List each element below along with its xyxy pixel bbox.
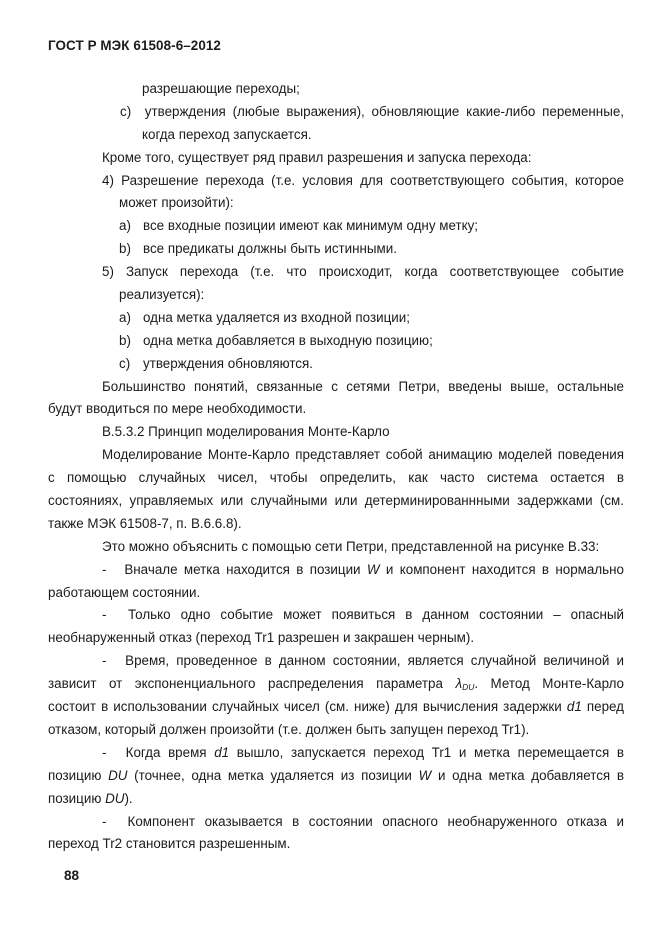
section-heading: B.5.3.2 Принцип моделирования Монте-Карло <box>102 424 390 440</box>
list-item-c: c) утверждения (любые выражения), обновляющие какие-либо переменные, <box>120 103 624 119</box>
text-line: когда переход запускается. <box>142 126 312 142</box>
paragraph-line: зависит от экспоненциального распределения параметра $\lambda_{DU}$. Метод Монте-Карло <box>48 676 624 693</box>
list-item-a: a) одна метка удаляется из входной позиции; <box>119 309 410 325</box>
paragraph-line: также МЭК 61508-7, п. B.6.6.8). <box>48 515 242 531</box>
list-item-b: b) одна метка добавляется в выходную позицию; <box>119 332 433 348</box>
paragraph-line: Большинство понятий, связанные с сетями Петри, введены выше, остальные <box>102 378 624 394</box>
paragraph-line: отказом, который должен произойти (т.е. должен быть запущен переход Tr1). <box>48 721 530 737</box>
rule-4-line: 4) Разрешение перехода (т.е. условия для соответствующего события, которое <box>102 172 624 188</box>
paragraph-line: работающем состоянии. <box>48 584 201 600</box>
lambda-du: $\lambda_{DU}$ <box>455 676 475 693</box>
dash-item-line: - Вначале метка находится в позиции W и компонент находится в нормально <box>102 561 624 577</box>
page-body <box>48 78 624 856</box>
rule-5-line: 5) Запуск перехода (т.е. что происходит, когда соответствующее событие <box>102 264 624 280</box>
list-item-c: c) утверждения обновляются. <box>119 355 313 371</box>
page-number: 88 <box>64 868 80 883</box>
list-item-a: a) все входные позиции имеют как минимум одну метку; <box>119 218 479 234</box>
text-line: разрешающие переходы; <box>142 81 300 96</box>
dash-item-line: - Время, проведенное в данном состоянии, является случайной величиной и <box>102 653 624 669</box>
paragraph-line: позицию DU). <box>48 790 133 806</box>
text-line: может произойти): <box>119 195 234 211</box>
paragraph-line: Это можно объяснить с помощью сети Петри, представленной на рисунке B.33: <box>102 538 600 554</box>
dash-item-line: - Компонент оказывается в состоянии опасного необнаруженного отказа и <box>102 813 624 829</box>
paragraph-line: Моделирование Монте-Карло представляет собой анимацию моделей поведения <box>102 447 624 463</box>
paragraph-line: состоит в использовании случайных чисел (см. ниже) для вычисления задержки d1 перед <box>48 699 624 715</box>
paragraph-line: с помощью случайных чисел, чтобы определить, как часто система остается в <box>48 470 624 486</box>
paragraph-line: будут вводиться по мере необходимости. <box>48 401 307 417</box>
paragraph-line: состояниях, управляемых или случайными или детерминированнными задержками (см. <box>48 493 624 509</box>
document-header: ГОСТ Р МЭК 61508-6–2012 <box>48 38 221 53</box>
paragraph-line: необнаруженный отказ (переход Tr1 разрешен и закрашен черным). <box>48 630 475 646</box>
list-item-b: b) все предикаты должны быть истинными. <box>119 241 397 257</box>
paragraph-line: Кроме того, существует ряд правил разрешения и запуска перехода: <box>102 149 532 165</box>
dash-item-line: - Только одно событие может появиться в данном состоянии – опасный <box>102 607 624 623</box>
dash-item-line: - Когда время d1 вышло, запускается переход Tr1 и метка перемещается в <box>102 744 624 760</box>
paragraph-line: позицию DU (точнее, одна метка удаляется из позиции W и одна метка добавляется в <box>48 767 624 783</box>
paragraph-line: переход Tr2 становится разрешенным. <box>48 836 291 852</box>
text-line: реализуется): <box>119 287 205 303</box>
